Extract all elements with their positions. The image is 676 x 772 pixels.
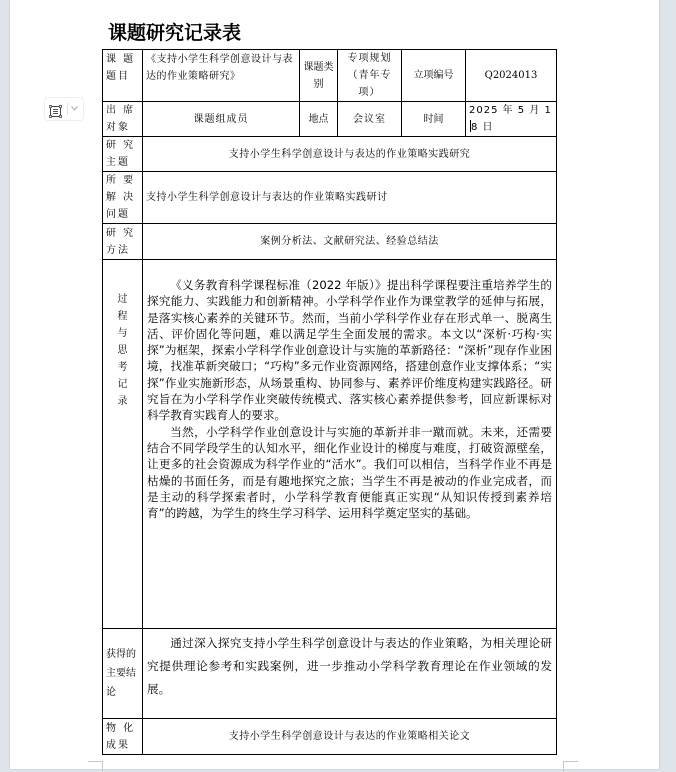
table-row-problem xyxy=(103,172,557,224)
category-label: 课题类别 xyxy=(300,50,338,102)
time-value-part2: 8 日 xyxy=(471,122,494,133)
research-theme-value[interactable]: 支持小学生科学创意设计与表达的作业策略实践研究 xyxy=(143,137,557,172)
frame-select-icon xyxy=(49,103,61,116)
tool-separator xyxy=(67,103,68,115)
project-no-label: 立项编号 xyxy=(402,50,466,102)
attendees-value[interactable]: 课题组成员 xyxy=(143,102,300,137)
process-paragraph-2: 当然，小学科学作业创意设计与实施的革新并非一蹴而就。未来，还需要结合不同学段学生的认知水平，细化作业设计的梯度与难度，打破资源壁垒，让更多的社会资源成为科学作业的“活水”。我们可以相信，当科学作业不再是枯燥的书面任务，而是有趣地探究之旅；当学生不再是被动的作业完成者，而是主动的科学探索者时，小学科学教育便能真正实现“从知识传授到素养培育”的跨越，为学生的终生学习科学、运用科学奠定坚实的基础。 xyxy=(147,424,552,521)
table-row-topic xyxy=(103,50,557,102)
frame-select-tool[interactable] xyxy=(44,97,84,121)
chevron-down-icon[interactable] xyxy=(71,105,78,113)
method-label: 研 究 方法 xyxy=(103,224,143,260)
process-label-char: 记 xyxy=(117,379,128,390)
process-label-char: 思 xyxy=(117,345,128,356)
topic-label: 课 题 题目 xyxy=(103,50,143,102)
location-label: 地点 xyxy=(300,102,338,137)
category-value[interactable]: 专项规划（青年专项） xyxy=(338,50,402,102)
time-label: 时间 xyxy=(402,102,466,137)
table-row-method xyxy=(103,224,557,260)
time-value-part1: 2025 年 5 月 1 xyxy=(469,105,552,116)
location-value[interactable]: 会议室 xyxy=(338,102,402,137)
conclusion-label: 获得的主要结论 xyxy=(103,629,143,719)
process-label-char: 程 xyxy=(117,311,128,322)
attendees-label: 出 席 对象 xyxy=(103,102,143,137)
table-row-results xyxy=(103,719,557,755)
process-label-char: 与 xyxy=(117,328,128,339)
problem-label: 所 要 解 决 问题 xyxy=(103,172,143,224)
research-theme-label: 研 究 主题 xyxy=(103,137,143,172)
topic-value[interactable]: 《支持小学生科学创意设计与表达的作业策略研究》 xyxy=(143,50,300,102)
table-row-attendees xyxy=(103,102,557,137)
time-value[interactable] xyxy=(466,102,557,137)
process-label-char: 考 xyxy=(117,362,128,373)
document-title: 课题研究记录表 xyxy=(108,22,242,44)
problem-value[interactable]: 支持小学生科学创意设计与表达的作业策略实践研讨 xyxy=(143,172,557,224)
results-value[interactable]: 支持小学生科学创意设计与表达的作业策略相关论文 xyxy=(143,719,557,755)
page-margin-corner-left xyxy=(88,761,103,772)
process-label-char: 过 xyxy=(117,294,128,305)
table-row-research-theme xyxy=(103,137,557,172)
process-paragraph-1: 《义务教育科学课程标准（2022 年版）》提出科学课程要注重培养学生的探究能力、实践能力和创新精神。小学科学作业作为课堂教学的延伸与拓展，是落实核心素养的关键环节。然而，当前小学科学作业存在形式单一、脱离生活、评价固化等问题，难以满足学生全面发展的需求。本文以“深析·巧构·实探”为框架，探索小学科学作业创意设计与实施的革新路径：“深析”现存作业困境，找准革新突破口；“巧构”多元作业资源网络，搭建创意作业支撑体系；“实探”作业实施新形态，从场景重构、协同参与、素养评价维度构建实践路径。研究旨在为小学科学作业突破传统模式、落实核心素养提供参考，回应新课标对科学教育实践育人的要求。 xyxy=(147,278,552,423)
table-row-process xyxy=(103,260,557,629)
results-label: 物 化 成果 xyxy=(103,719,143,755)
page-margin-corner-right xyxy=(563,761,578,772)
table-row-conclusion xyxy=(103,629,557,719)
method-value[interactable]: 案例分析法、文献研究法、经验总结法 xyxy=(143,224,557,260)
conclusion-content[interactable] xyxy=(143,629,557,719)
research-record-table xyxy=(102,49,557,755)
conclusion-paragraph: 通过深入探究支持小学生科学创意设计与表达的作业策略，为相关理论研究提供理论参考和实践案例，进一步推动小学科学教育理论在作业领域的发展。 xyxy=(147,636,552,696)
process-label-char: 录 xyxy=(117,396,128,407)
process-label xyxy=(103,260,143,629)
process-content[interactable] xyxy=(143,260,557,629)
project-no-value[interactable]: Q2024013 xyxy=(466,50,557,102)
